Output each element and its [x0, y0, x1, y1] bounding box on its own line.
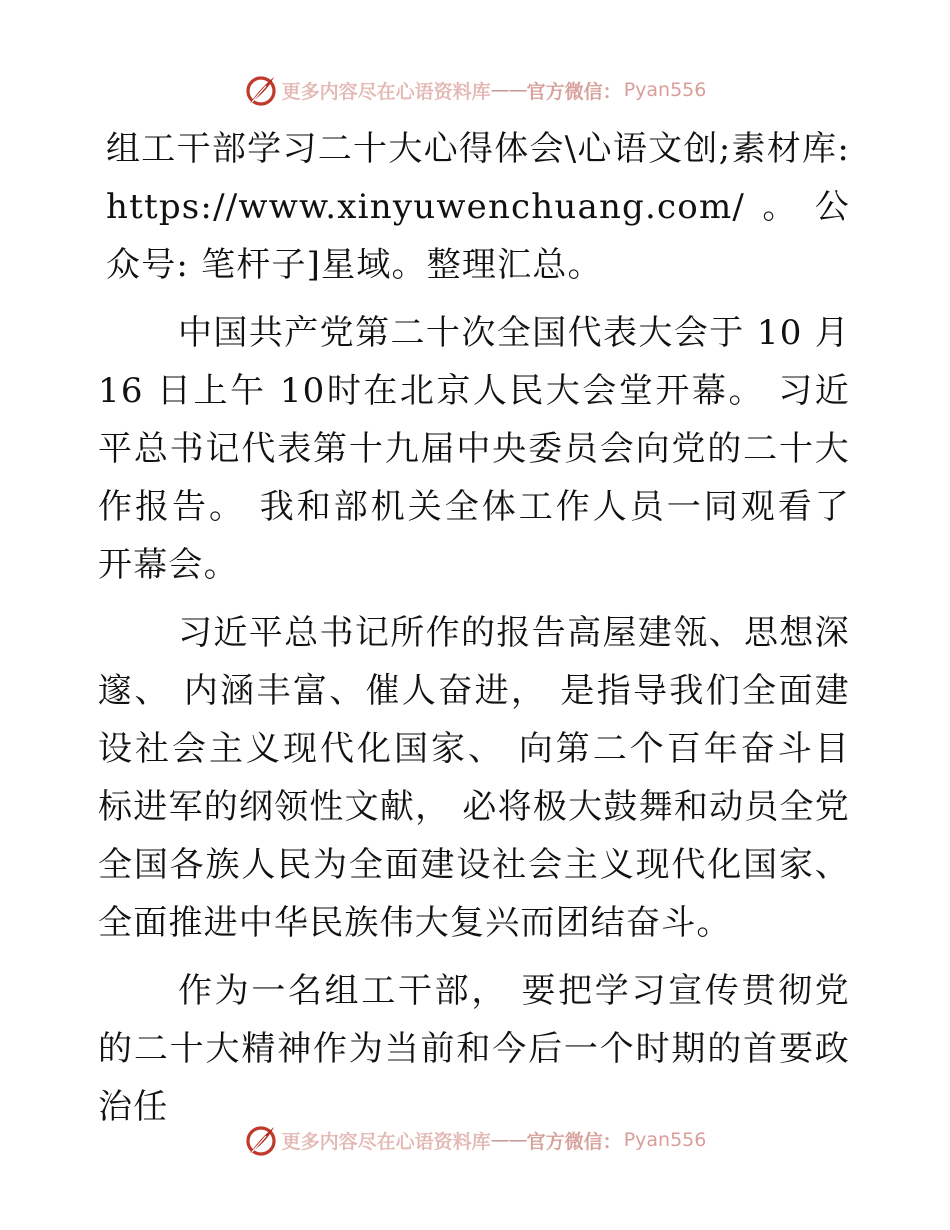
body-paragraph-1: 中国共产党第二十次全国代表大会于 10 月 16 日上午 10时在北京人民大会堂开幕。 习近平总书记代表第十九届中央委员会向党的二十大作报告。 我和部机关全体工作人员一同观看了 开幕会。 — [98, 313, 850, 585]
watermark-main-text: 更多内容尽在心语资料库 — [281, 1130, 491, 1153]
intro-paragraph: 组工干部学习二十大心得体会\心语文创;素材库: https://www.xinyuwenchuang.com/。公众号: 笔杆子]星域。整理汇总。 — [106, 129, 850, 285]
feather-pen-logo-icon — [244, 73, 278, 107]
footer-watermark — [0, 1122, 950, 1158]
watermark-main-text: 更多内容尽在心语资料库 — [281, 80, 491, 103]
body-paragraph-3: 作为一名组工干部， 要把学习宣传贯彻党的二十大精神作为当前和今后一个时期的首要政治任 — [98, 971, 850, 1127]
watermark-wechat-id: Pyan556 — [623, 79, 707, 101]
watermark-dash: —— — [490, 1129, 527, 1151]
document-body — [98, 120, 850, 1146]
watermark-wechat-label: 官方微信： — [526, 1130, 622, 1153]
watermark-wechat-label: 官方微信： — [526, 80, 622, 103]
watermark-dash: —— — [490, 79, 527, 101]
body-paragraph-2: 习近平总书记所作的报告高屋建瓴、思想深邃、 内涵丰富、催人奋进， 是指导我们全面建设社会主义现代化国家、 向第二个百年奋斗目 标进军的纲领性文献， 必将极大鼓舞和动员全党全国各族人民为全面建设社会主义现代化国家、 全面推进中华民族伟大复兴而团结奋斗。 — [98, 613, 850, 943]
watermark-wechat-id: Pyan556 — [623, 1129, 707, 1151]
feather-pen-logo-icon — [244, 1123, 278, 1157]
header-watermark — [0, 72, 950, 108]
